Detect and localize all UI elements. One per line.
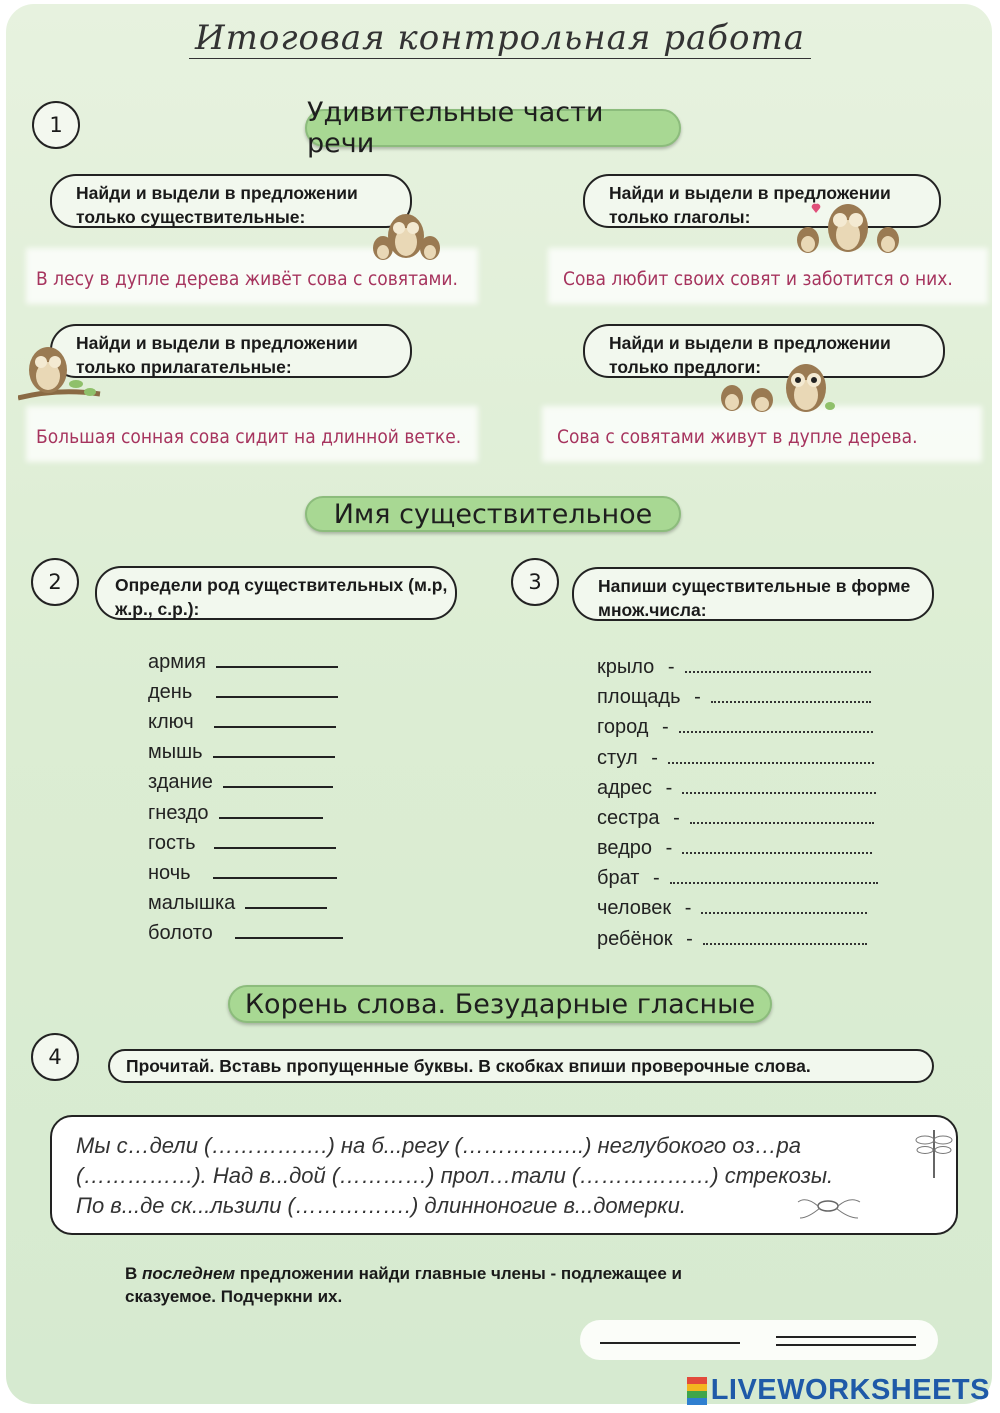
sentence-nouns[interactable]: В лесу в дупле дерева живёт сова с совятами. [36,268,458,290]
gender-row [148,831,336,855]
word: мышь [148,741,203,763]
gender-row [148,801,323,825]
section-heading-parts-of-speech: Удивительные части речи [305,109,681,147]
answer-line[interactable] [213,861,337,879]
dash: - [667,656,675,678]
gender-row [148,740,335,764]
answer-box[interactable] [580,1320,938,1360]
gender-row [148,861,337,885]
note-text: В [125,1264,142,1283]
section-heading-root: Корень слова. Безударные гласные [228,985,772,1023]
dash: - [665,837,673,859]
dash: - [673,807,680,829]
passage-line[interactable]: (……………). Над в...дой (…………) прол…тали (………………) стрекозы. [76,1163,834,1188]
plural-row [597,867,878,890]
dash: - [686,928,693,950]
dash: - [694,686,701,708]
task-number-4: 4 [31,1033,79,1081]
answer-line[interactable] [216,650,338,668]
dash: - [652,867,660,889]
task-number-1: 1 [32,101,80,149]
word: город [597,716,649,738]
word: ночь [148,862,191,884]
sentence-verbs[interactable]: Сова любит своих совят и заботится о них. [563,268,953,290]
instruction-prepositions: Найди и выдели в предложении только предлоги: [583,324,945,378]
answer-dots[interactable] [703,929,867,945]
dash: - [651,747,658,769]
word: ведро [597,837,652,859]
instruction-verbs: Найди и выдели в предложении только глаголы: [583,174,941,228]
dash: - [665,777,673,799]
dragonfly-icon [914,1122,954,1182]
owl-family-heart-icon [790,200,908,256]
word: здание [148,771,213,793]
answer-dots[interactable] [701,898,867,914]
liveworksheets-logo [687,1374,990,1407]
answer-line[interactable] [245,891,327,909]
water-strider-icon [796,1188,862,1224]
plural-row [597,807,874,830]
plural-row [597,686,871,709]
word: малышка [148,892,236,914]
instruction-fill-letters: Прочитай. Вставь пропущенные буквы. В скобках впиши проверочные слова. [108,1049,934,1083]
dash: - [662,716,669,738]
owl-family-icon [368,206,448,262]
task-number-2: 2 [31,558,79,606]
instruction-adjectives: Найди и выдели в предложении только прилагательные: [50,324,412,378]
dash: - [684,897,692,919]
passage-line[interactable]: Мы с…дели (…………….) на б...регу (……………..) неглубокого оз…ра [76,1133,801,1158]
gender-row [148,921,343,945]
task-number-3: 3 [511,558,559,606]
word: человек [597,897,672,919]
plural-row [597,777,876,800]
note-text: предложении найди главные члены - подлежащее и сказуемое. Подчеркни их. [125,1264,683,1306]
note-emphasis: последнем [142,1264,236,1283]
answer-line[interactable] [214,710,336,728]
gender-row [148,680,338,704]
gender-row [148,770,333,794]
instruction-plural: Напиши существительные в форме множ.числа: [572,567,934,621]
logo-mark-icon [687,1377,707,1405]
word: армия [148,651,206,673]
subject-underline-sample [600,1342,740,1344]
owl-on-branch-icon [18,344,102,410]
answer-dots[interactable] [685,657,871,673]
word: гость [148,832,196,854]
sentence-adjectives[interactable]: Большая сонная сова сидит на длинной ветке. [36,426,462,448]
plural-row [597,897,867,920]
answer-dots[interactable] [668,748,874,764]
instruction-nouns: Найди и выдели в предложении только существительные: [50,174,412,228]
page-title: Итоговая контрольная работа [0,18,1000,58]
word: ключ [148,711,194,733]
word: крыло [597,656,655,678]
word: стул [597,747,638,769]
answer-dots[interactable] [682,838,872,854]
word: сестра [597,807,660,829]
gender-row [148,650,338,674]
plural-row [597,837,872,860]
answer-line[interactable] [214,831,336,849]
answer-line[interactable] [235,921,343,939]
answer-line[interactable] [216,680,338,698]
word: площадь [597,686,681,708]
owl-family-branch-icon [712,360,840,416]
plural-row [597,656,871,679]
instruction-gender: Определи род существительных (м.р, ж.р., с.р.): [95,566,457,620]
word: брат [597,867,640,889]
answer-dots[interactable] [682,778,876,794]
plural-row [597,928,867,951]
answer-dots[interactable] [670,868,878,884]
answer-dots[interactable] [679,717,873,733]
word: адрес [597,777,653,799]
word: болото [148,922,213,944]
gender-row [148,710,336,734]
answer-line[interactable] [219,801,323,819]
word: день [148,681,193,703]
plural-row [597,716,873,739]
answer-dots[interactable] [690,808,874,824]
brand-name: LIVEWORKSHEETS [710,1374,990,1406]
predicate-underline-sample [776,1336,916,1346]
plural-row [597,747,874,770]
section-heading-noun: Имя существительное [305,496,681,532]
word: гнездо [148,802,209,824]
grammar-task-note [125,1262,685,1308]
answer-line[interactable] [223,770,333,788]
answer-dots[interactable] [711,687,871,703]
gender-row [148,891,327,915]
sentence-prepositions[interactable]: Сова с совятами живут в дупле дерева. [557,426,918,448]
word: ребёнок [597,928,673,950]
answer-line[interactable] [213,740,335,758]
passage-line[interactable]: По в...де ск...льзили (…………….) длинноногие в...домерки. [76,1193,686,1218]
